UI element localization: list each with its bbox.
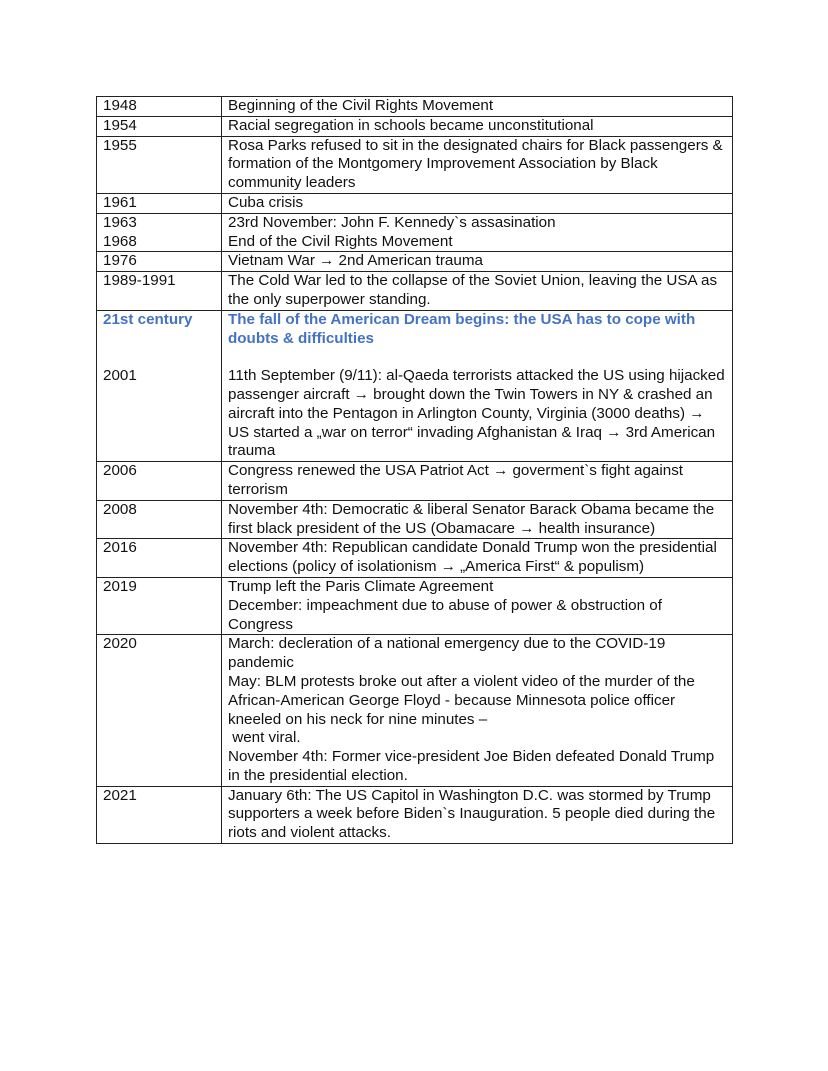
century-heading: 21st century (97, 310, 222, 367)
event-text: March: decleration of a national emergency due to the COVID-19 pandemic (228, 635, 670, 672)
event-cell (222, 213, 733, 232)
section-heading (222, 310, 733, 367)
spacer (228, 348, 728, 367)
event-cell (222, 539, 733, 578)
year-cell: 1963 (97, 213, 222, 232)
year-cell: 1976 (97, 252, 222, 272)
table-row (97, 213, 733, 232)
event-cell (222, 367, 733, 461)
event-text: Trump left the Paris Climate Agreement (228, 577, 494, 595)
table-row (97, 635, 733, 786)
year-cell: 2001 (97, 367, 222, 461)
event-text: November 4th: Democratic & liberal Senator Barack Obama became the first black president of the US (Obamacare → health insurance) (228, 500, 719, 537)
table-row (97, 500, 733, 539)
event-text: Rosa Parks refused to sit in the designated chairs for Black passengers & formation of the Montgomery Improvement Association by Black community leaders (228, 136, 727, 192)
table-row (97, 577, 733, 634)
year-cell: 2016 (97, 539, 222, 578)
event-text: December: impeachment due to abuse of power & obstruction of Congress (228, 596, 667, 633)
event-cell (222, 577, 733, 634)
event-cell (222, 635, 733, 786)
table-row (97, 233, 733, 252)
table-row (97, 272, 733, 311)
event-text: 11th September (9/11): al-Qaeda terrorists attacked the US using hijacked passenger aircraft → brought down the Twin Towers in NY & crashed an aircraft into the Pentagon in Arlington County, Virginia (3000 deaths) → US started a „war on terror“ invading Afghanistan & Iraq → 3rd American trauma (228, 367, 729, 460)
event-cell (222, 500, 733, 539)
event-text: End of the Civil Rights Movement (228, 232, 453, 250)
year-cell: 1948 (97, 97, 222, 117)
event-text: Vietnam War → 2nd American trauma (228, 252, 483, 270)
table-row (97, 97, 733, 117)
year-cell: 2006 (97, 462, 222, 501)
event-text: 23rd November: John F. Kennedy`s assasination (228, 213, 556, 231)
event-text: The Cold War led to the collapse of the Soviet Union, leaving the USA as the only superpower standing. (228, 272, 722, 308)
year-cell: 2008 (97, 500, 222, 539)
year-cell: 2020 (97, 635, 222, 786)
event-text: November 4th: Former vice-president Joe Biden defeated Donald Trump in the presidential election. (228, 748, 719, 784)
event-text: Cuba crisis (228, 193, 304, 211)
event-text: went viral. (228, 729, 301, 747)
event-text: Beginning of the Civil Rights Movement (228, 97, 494, 114)
year-cell: 1954 (97, 116, 222, 136)
year-cell: 2021 (97, 786, 222, 843)
year-cell: 1961 (97, 193, 222, 213)
history-timeline-table (96, 96, 733, 844)
table-row (97, 136, 733, 193)
event-cell (222, 786, 733, 843)
event-cell (222, 272, 733, 311)
event-text: May: BLM protests broke out after a violent video of the murder of the African-American George Floyd - because Minnesota police officer kneeled on his neck for nine minutes – (228, 672, 699, 728)
table-row (97, 786, 733, 843)
table-row (97, 539, 733, 578)
year-cell: 1989-1991 (97, 272, 222, 311)
event-cell (222, 462, 733, 501)
year-cell: 1955 (97, 136, 222, 193)
event-cell (222, 233, 733, 252)
year-cell: 1968 (97, 233, 222, 252)
table-row (97, 193, 733, 213)
event-text: January 6th: The US Capitol in Washington D.C. was stormed by Trump supporters a week before Biden`s Inauguration. 5 people died during the riots and violent attacks. (228, 786, 720, 842)
event-cell (222, 97, 733, 117)
heading-text: The fall of the American Dream begins: the USA has to cope with doubts & difficulties (228, 310, 700, 347)
event-cell (222, 116, 733, 136)
section-heading-row (97, 310, 733, 367)
event-text: Congress renewed the USA Patriot Act → goverment`s fight against terrorism (228, 462, 688, 498)
event-cell (222, 193, 733, 213)
table-row (97, 367, 733, 461)
table-row (97, 462, 733, 501)
table-row (97, 116, 733, 136)
event-text: November 4th: Republican candidate Donald Trump won the presidential elections (policy of isolationism → „America First“ & populism) (228, 539, 722, 576)
year-cell: 2019 (97, 577, 222, 634)
event-cell (222, 252, 733, 272)
event-cell (222, 136, 733, 193)
event-text: Racial segregation in schools became unconstitutional (228, 116, 594, 134)
table-row (97, 252, 733, 272)
